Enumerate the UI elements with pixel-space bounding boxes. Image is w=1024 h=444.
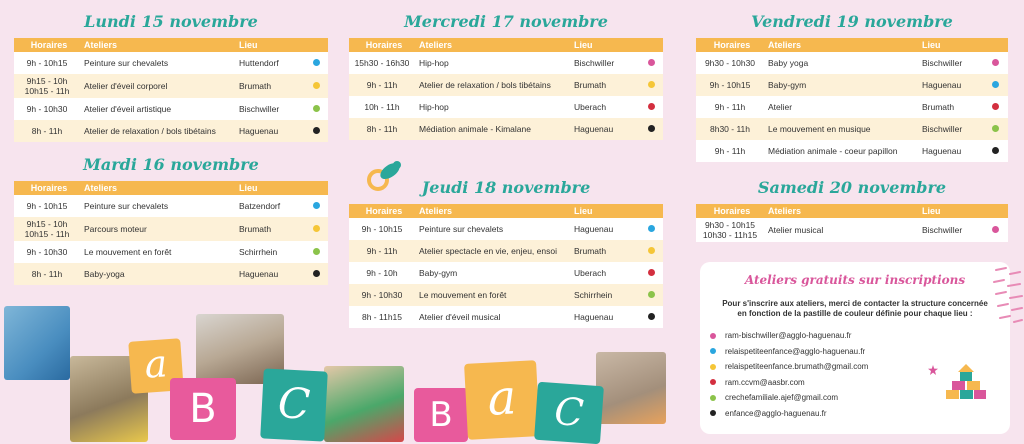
- table-row: [349, 306, 663, 328]
- cell-dot: [309, 217, 328, 241]
- contact-email-item: [710, 344, 868, 360]
- cell-workshop: Le mouvement en forêt: [80, 241, 235, 263]
- cell-workshop: Baby-gym: [415, 262, 570, 284]
- cell-workshop: Baby-gym: [764, 74, 918, 96]
- time-line: 9h - 10h30: [26, 247, 68, 257]
- cell-place: Bischwiller: [918, 118, 988, 140]
- contact-email[interactable]: crechefamiliale.ajef@gmail.com: [725, 393, 839, 403]
- table-row: [696, 118, 1008, 140]
- info-text-line-1: Pour s'inscrire aux ateliers, merci de contacter la structure concernée: [722, 299, 988, 308]
- cell-dot: [988, 140, 1008, 162]
- cell-time: [349, 218, 415, 240]
- day-title-friday: Vendredi 19 novembre: [751, 12, 953, 31]
- cell-place: Brumath: [570, 74, 644, 96]
- day-title-monday: Lundi 15 novembre: [84, 12, 258, 31]
- cell-workshop: Atelier de relaxation / bols tibétains: [415, 74, 570, 96]
- cell-place: Brumath: [918, 96, 988, 118]
- cell-workshop: Atelier d'éveil artistique: [80, 98, 235, 120]
- table-header: [349, 204, 663, 218]
- contact-email[interactable]: ram.ccvm@aasbr.com: [725, 377, 805, 387]
- color-dot: [648, 125, 655, 132]
- color-dot: [710, 379, 716, 385]
- color-dot: [992, 59, 999, 66]
- color-dot: [710, 348, 716, 354]
- color-dot: [648, 247, 655, 254]
- cell-place: Bischwiller: [570, 52, 644, 74]
- cell-workshop: Baby-yoga: [80, 263, 235, 285]
- cell-dot: [309, 195, 328, 217]
- cell-time: [14, 195, 80, 217]
- time-line: 9h - 10h15: [26, 201, 68, 211]
- color-dot: [710, 410, 716, 416]
- cell-time: [696, 218, 764, 242]
- table-header: [696, 38, 1008, 52]
- table-row: [14, 263, 328, 285]
- table-header: [14, 181, 328, 195]
- cell-workshop: Baby yoga: [764, 52, 918, 74]
- cell-place: Bischwiller: [918, 218, 988, 242]
- cell-workshop: Médiation animale - coeur papillon: [764, 140, 918, 162]
- cell-time: [696, 96, 764, 118]
- time-line: 9h - 11h: [366, 80, 398, 90]
- photo-child-balloons: [4, 306, 70, 380]
- table-header: [349, 38, 663, 52]
- header-place: Lieu: [570, 38, 663, 52]
- letter-block-c-teal: C: [260, 368, 328, 441]
- table-row: [696, 218, 1008, 242]
- cell-time: [349, 262, 415, 284]
- header-time: Horaires: [349, 204, 415, 218]
- cell-place: Brumath: [235, 217, 309, 241]
- letter-block-a-orange: a: [128, 338, 184, 394]
- contact-email[interactable]: ram-bischwiller@agglo-haguenau.fr: [725, 331, 852, 341]
- table-row: [14, 98, 328, 120]
- cell-workshop: Hip-hop: [415, 96, 570, 118]
- cell-time: [349, 306, 415, 328]
- cell-place: Bischwiller: [918, 52, 988, 74]
- pacifier-icon: [364, 158, 406, 194]
- cell-workshop: Atelier d'éveil musical: [415, 306, 570, 328]
- color-dot: [313, 270, 320, 277]
- decorative-dashes: [990, 262, 1024, 342]
- cell-dot: [644, 96, 663, 118]
- cell-dot: [988, 96, 1008, 118]
- contact-email-list: [710, 328, 868, 421]
- header-time: Horaires: [696, 38, 764, 52]
- header-time: Horaires: [14, 38, 80, 52]
- color-dot: [313, 225, 320, 232]
- cell-place: Bischwiller: [235, 98, 309, 120]
- cell-place: Haguenau: [235, 120, 309, 142]
- cell-place: Uberach: [570, 262, 644, 284]
- cell-place: Schirrhein: [235, 241, 309, 263]
- color-dot: [313, 105, 320, 112]
- color-dot: [992, 147, 999, 154]
- day-title-tuesday: Mardi 16 novembre: [83, 155, 259, 174]
- cell-time: [14, 98, 80, 120]
- photo-child-gym: [324, 366, 404, 442]
- contact-email[interactable]: relaispetiteenfance.brumath@gmail.com: [725, 362, 869, 372]
- cell-workshop: Atelier de relaxation / bols tibétains: [80, 120, 235, 142]
- color-dot: [992, 125, 999, 132]
- header-place: Lieu: [235, 181, 328, 195]
- cell-dot: [309, 263, 328, 285]
- table-row: [696, 52, 1008, 74]
- table-row: [14, 120, 328, 142]
- cell-time: [14, 120, 80, 142]
- cell-workshop: Peinture sur chevalets: [80, 52, 235, 74]
- cell-time: [696, 74, 764, 96]
- letter-block-b-pink: B: [170, 378, 236, 440]
- color-dot: [648, 81, 655, 88]
- schedule-thursday: [349, 204, 663, 328]
- header-workshop: Ateliers: [415, 204, 570, 218]
- letter-block-a-orange-2: a: [464, 360, 540, 440]
- cell-place: Haguenau: [918, 74, 988, 96]
- table-row: [696, 74, 1008, 96]
- cell-dot: [644, 240, 663, 262]
- table-row: [349, 74, 663, 96]
- cell-time: [349, 118, 415, 140]
- header-workshop: Ateliers: [764, 204, 918, 218]
- cell-place: Uberach: [570, 96, 644, 118]
- toy-blocks-icon: [944, 362, 988, 400]
- header-place: Lieu: [918, 204, 1008, 218]
- cell-dot: [644, 74, 663, 96]
- table-row: [14, 195, 328, 217]
- table-row: [349, 284, 663, 306]
- cell-time: [14, 74, 80, 98]
- time-line: 9h30 - 10h15: [704, 220, 756, 230]
- time-line: 9h15 - 10h: [26, 76, 68, 86]
- table-row: [696, 140, 1008, 162]
- schedule-friday: [696, 38, 1008, 162]
- time-line: 8h - 11h: [31, 126, 63, 136]
- table-header: [14, 38, 328, 52]
- table-row: [696, 96, 1008, 118]
- time-line: 9h - 10h30: [361, 290, 403, 300]
- time-line: 9h - 10h30: [26, 104, 68, 114]
- contact-email-item: [710, 328, 868, 344]
- header-workshop: Ateliers: [80, 38, 235, 52]
- cell-time: [14, 52, 80, 74]
- schedule-tuesday: [14, 181, 328, 285]
- cell-time: [696, 140, 764, 162]
- cell-dot: [309, 241, 328, 263]
- contact-email[interactable]: relaispetiteenfance@agglo-haguenau.fr: [725, 346, 866, 356]
- cell-place: Brumath: [235, 74, 309, 98]
- contact-email-item: [710, 375, 868, 391]
- info-text: [710, 299, 1000, 319]
- contact-email-item: [710, 406, 868, 422]
- cell-workshop: Hip-hop: [415, 52, 570, 74]
- schedule-wednesday: [349, 38, 663, 140]
- header-place: Lieu: [570, 204, 663, 218]
- cell-workshop: Peinture sur chevalets: [415, 218, 570, 240]
- cell-time: [14, 263, 80, 285]
- info-text-line-2: en fonction de la pastille de couleur définie pour chaque lieu :: [737, 309, 973, 318]
- color-dot: [648, 291, 655, 298]
- letter-block-b-pink-2: B: [414, 388, 468, 442]
- cell-time: [349, 284, 415, 306]
- color-dot: [648, 313, 655, 320]
- cell-time: [696, 52, 764, 74]
- time-line: 9h - 10h15: [709, 80, 751, 90]
- cell-dot: [644, 262, 663, 284]
- contact-email[interactable]: enfance@agglo-haguenau.fr: [725, 408, 827, 418]
- time-line: 9h15 - 10h: [26, 219, 68, 229]
- cell-dot: [988, 74, 1008, 96]
- header-time: Horaires: [696, 204, 764, 218]
- cell-dot: [644, 52, 663, 74]
- cell-time: [14, 241, 80, 263]
- cell-workshop: Médiation animale - Kimalane: [415, 118, 570, 140]
- cell-workshop: Le mouvement en forêt: [415, 284, 570, 306]
- color-dot: [648, 225, 655, 232]
- time-line: 8h - 11h15: [361, 312, 402, 322]
- time-line: 9h - 10h15: [361, 224, 403, 234]
- cell-workshop: Atelier: [764, 96, 918, 118]
- cell-time: [349, 240, 415, 262]
- time-line: 9h - 11h: [366, 246, 398, 256]
- cell-dot: [644, 306, 663, 328]
- table-row: [14, 52, 328, 74]
- color-dot: [313, 82, 320, 89]
- color-dot: [992, 226, 999, 233]
- cell-time: [349, 74, 415, 96]
- cell-dot: [309, 120, 328, 142]
- cell-place: Haguenau: [570, 306, 644, 328]
- color-dot: [313, 59, 320, 66]
- header-workshop: Ateliers: [764, 38, 918, 52]
- table-row: [349, 262, 663, 284]
- color-dot: [992, 81, 999, 88]
- time-line: 9h - 10h15: [26, 58, 68, 68]
- header-place: Lieu: [918, 38, 1008, 52]
- time-line: 9h - 11h: [714, 146, 746, 156]
- color-dot: [992, 103, 999, 110]
- cell-workshop: Atelier d'éveil corporel: [80, 74, 235, 98]
- cell-time: [14, 217, 80, 241]
- cell-dot: [988, 218, 1008, 242]
- cell-place: Huttendorf: [235, 52, 309, 74]
- table-row: [14, 74, 328, 98]
- cell-workshop: Atelier musical: [764, 218, 918, 242]
- cell-dot: [309, 98, 328, 120]
- color-dot: [710, 364, 716, 370]
- time-line: 9h30 - 10h30: [704, 58, 756, 68]
- color-dot: [710, 333, 716, 339]
- color-dot: [313, 127, 320, 134]
- header-place: Lieu: [235, 38, 328, 52]
- time-line: 10h - 11h: [364, 102, 400, 112]
- cell-workshop: Parcours moteur: [80, 217, 235, 241]
- day-title-saturday: Samedi 20 novembre: [757, 178, 947, 197]
- cell-place: Haguenau: [570, 118, 644, 140]
- cell-workshop: Le mouvement en musique: [764, 118, 918, 140]
- table-row: [14, 217, 328, 241]
- cell-place: Schirrhein: [570, 284, 644, 306]
- color-dot: [648, 59, 655, 66]
- header-time: Horaires: [349, 38, 415, 52]
- time-line: 10h15 - 11h: [24, 229, 70, 239]
- letter-block-c-teal-2: C: [534, 382, 604, 444]
- cell-dot: [988, 118, 1008, 140]
- time-line: 8h - 11h: [31, 269, 63, 279]
- header-workshop: Ateliers: [80, 181, 235, 195]
- header-time: Horaires: [14, 181, 80, 195]
- schedule-monday: [14, 38, 328, 142]
- time-line: 9h - 10h: [366, 268, 398, 278]
- color-dot: [313, 248, 320, 255]
- cell-place: Haguenau: [918, 140, 988, 162]
- header-workshop: Ateliers: [415, 38, 570, 52]
- cell-time: [349, 96, 415, 118]
- table-row: [349, 52, 663, 74]
- color-dot: [710, 395, 716, 401]
- table-row: [349, 96, 663, 118]
- photo-blocks: [596, 352, 666, 424]
- time-line: 9h - 11h: [714, 102, 746, 112]
- cell-workshop: Peinture sur chevalets: [80, 195, 235, 217]
- table-row: [349, 240, 663, 262]
- color-dot: [313, 202, 320, 209]
- time-line: 10h30 - 11h15: [702, 230, 758, 240]
- cell-dot: [988, 52, 1008, 74]
- table-header: [696, 204, 1008, 218]
- cell-dot: [644, 118, 663, 140]
- time-line: 8h30 - 11h: [709, 124, 750, 134]
- time-line: 15h30 - 16h30: [354, 58, 410, 68]
- day-title-wednesday: Mercredi 17 novembre: [404, 12, 608, 31]
- cell-dot: [309, 74, 328, 98]
- time-line: 8h - 11h: [366, 124, 398, 134]
- registration-info-card: [700, 262, 1010, 434]
- color-dot: [648, 269, 655, 276]
- info-title: Ateliers gratuits sur inscriptions: [744, 273, 966, 287]
- cell-workshop: Atelier spectacle en vie, enjeu, ensoi: [415, 240, 570, 262]
- contact-email-item: [710, 390, 868, 406]
- cell-place: Haguenau: [570, 218, 644, 240]
- cell-place: Haguenau: [235, 263, 309, 285]
- table-row: [14, 241, 328, 263]
- cell-time: [349, 52, 415, 74]
- day-title-thursday: Jeudi 18 novembre: [421, 178, 591, 197]
- table-row: [349, 218, 663, 240]
- cell-time: [696, 118, 764, 140]
- cell-place: Brumath: [570, 240, 644, 262]
- table-row: [349, 118, 663, 140]
- contact-email-item: [710, 359, 868, 375]
- cell-place: Batzendorf: [235, 195, 309, 217]
- time-line: 10h15 - 11h: [24, 86, 70, 96]
- color-dot: [648, 103, 655, 110]
- cell-dot: [309, 52, 328, 74]
- schedule-saturday: [696, 204, 1008, 242]
- cell-dot: [644, 218, 663, 240]
- star-icon: [928, 365, 938, 375]
- cell-dot: [644, 284, 663, 306]
